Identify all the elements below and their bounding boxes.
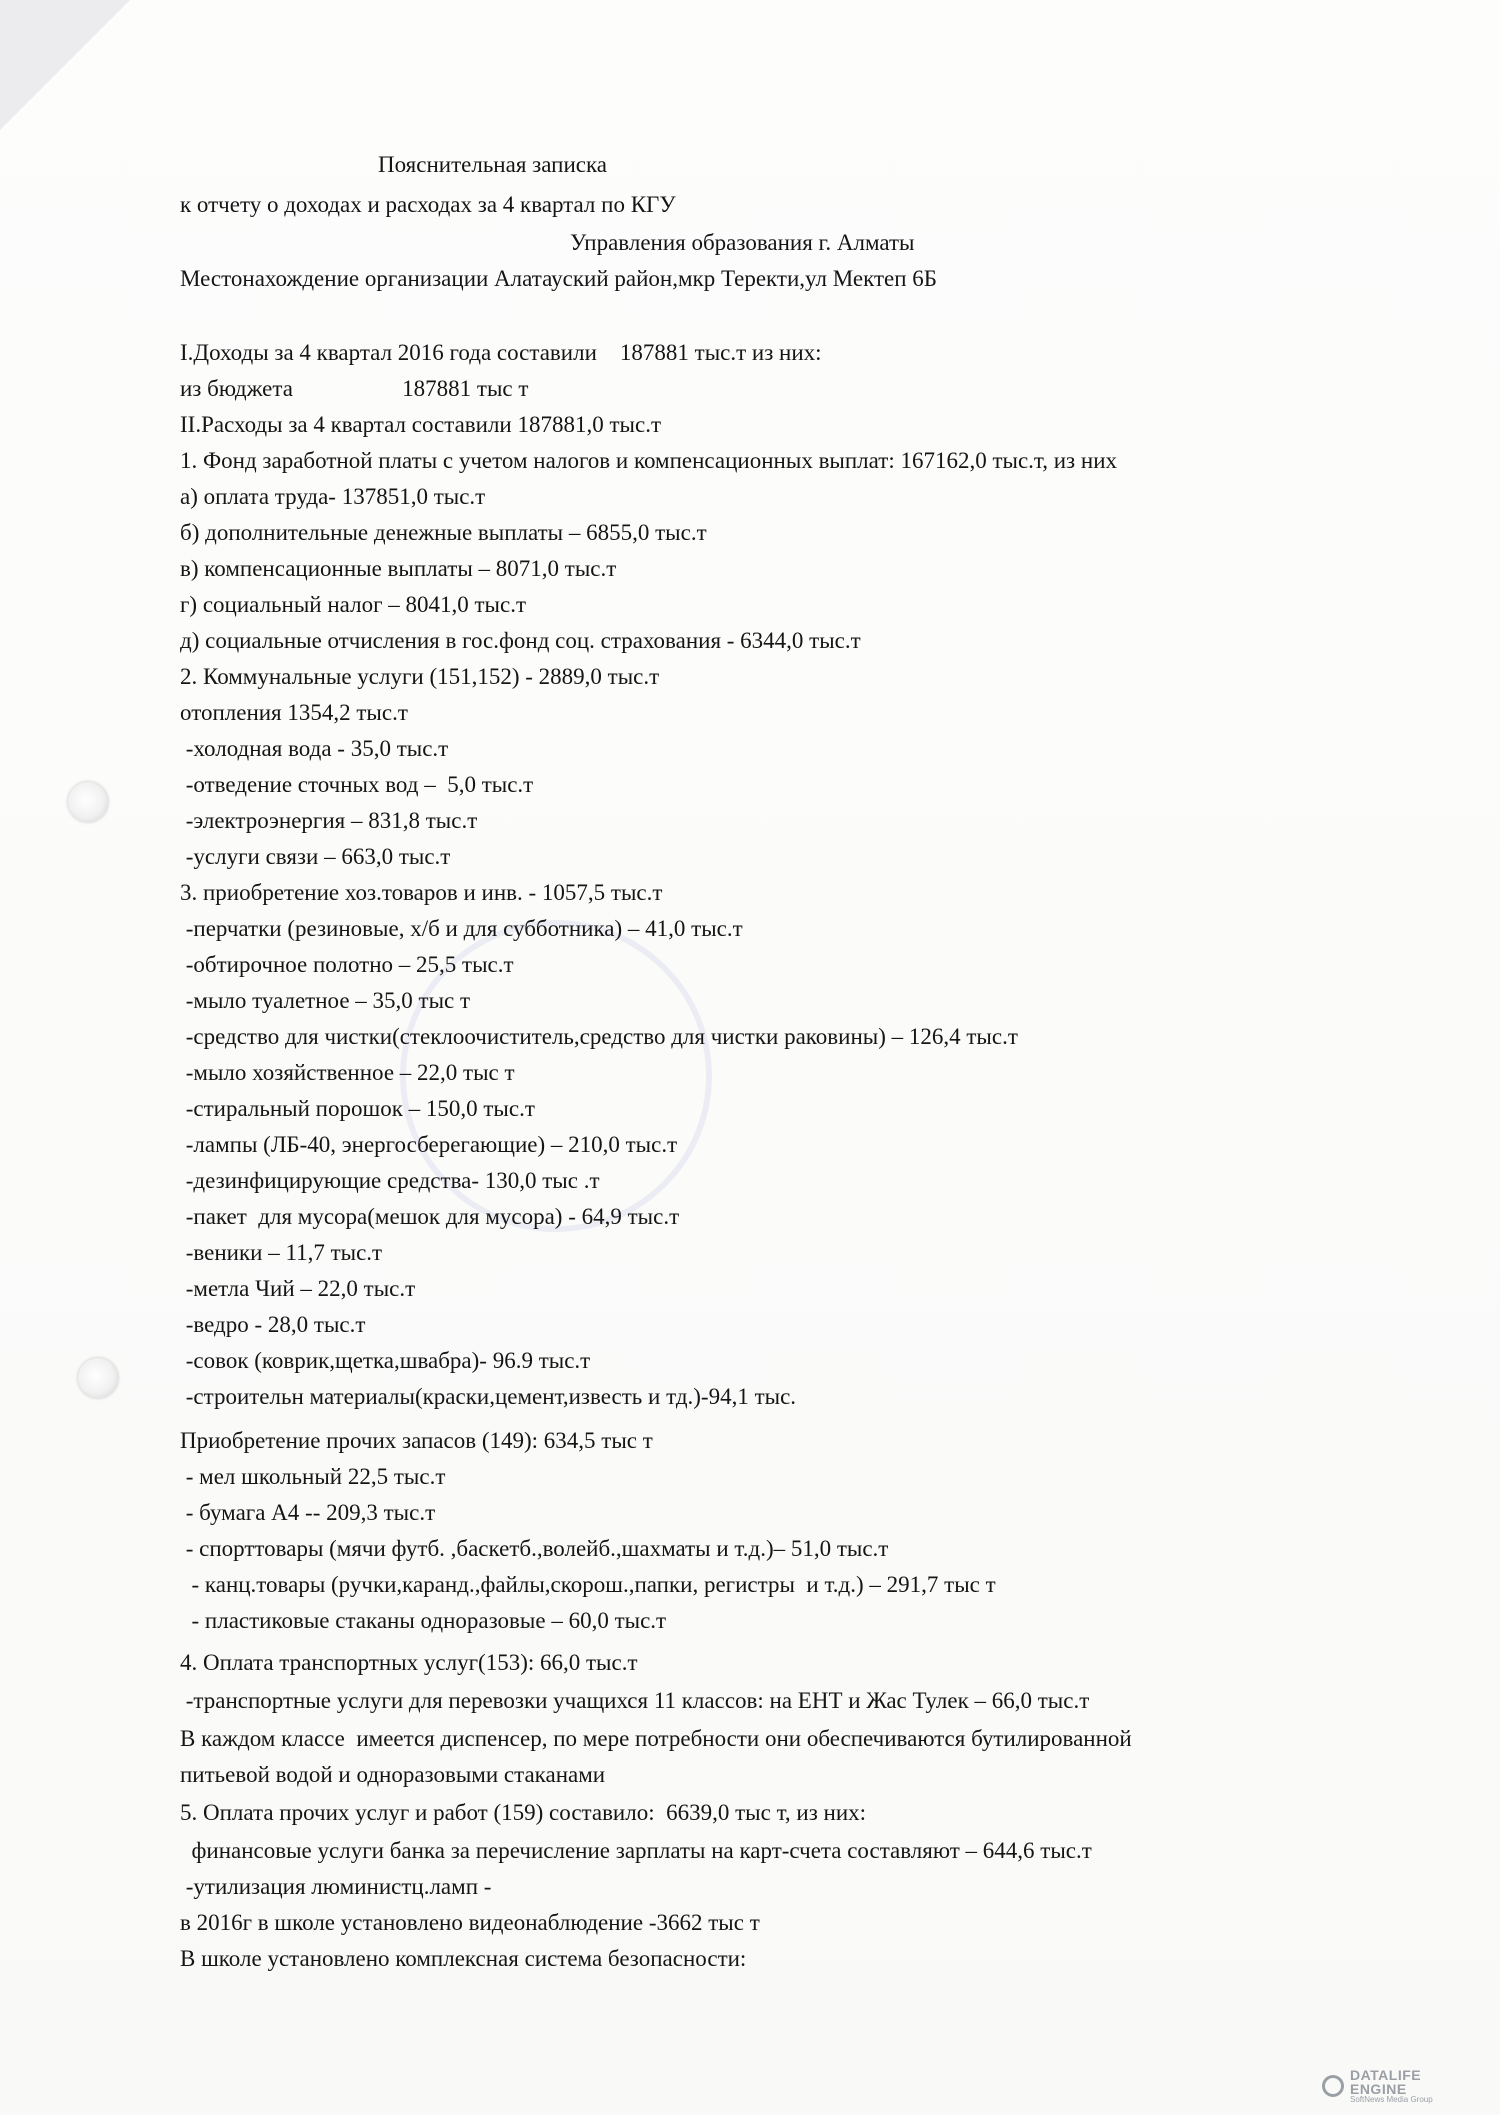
punch-hole-bottom [78, 1358, 118, 1398]
expenses-heading: II.Расходы за 4 квартал составили 187881,0 тыс.т [180, 412, 661, 437]
logo-title: DATALIFE ENGINE [1349, 2067, 1422, 2097]
utilities-heading: 2. Коммунальные услуги (151,152) - 2889,0 тыс.т [180, 664, 660, 689]
text-line: отопления 1354,2 тыс.т [180, 700, 408, 725]
datalife-engine-logo [1322, 2069, 1482, 2103]
text-line: -стиральный порошок – 150,0 тыс.т [180, 1096, 535, 1121]
text-line: а) оплата труда- 137851,0 тыс.т [180, 484, 486, 509]
text-line: -веники – 11,7 тыс.т [180, 1240, 383, 1265]
text-line: -услуги связи – 663,0 тыс.т [180, 844, 451, 869]
logo-circle-icon [1322, 2075, 1344, 2097]
text-line: -утилизация люминистц.ламп - [180, 1874, 492, 1899]
other-services-heading: 5. Оплата прочих услуг и работ (159) составило: 6639,0 тыс т, из них: [180, 1800, 867, 1825]
text-line: - мел школьный 22,5 тыс.т [180, 1464, 446, 1489]
text-line: -холодная вода - 35,0 тыс.т [180, 736, 449, 761]
text-line: -пакет для мусора(мешок для мусора) - 64,9 тыс.т [180, 1204, 680, 1229]
household-goods-heading: 3. приобретение хоз.товаров и инв. - 1057,5 тыс.т [180, 880, 663, 905]
income-budget: из бюджета 187881 тыс т [180, 376, 529, 401]
payroll-heading: 1. Фонд заработной платы с учетом налогов и компенсационных выплат: 167162,0 тыс.т, из них [180, 448, 1118, 473]
text-line: -отведение сточных вод – 5,0 тыс.т [180, 772, 534, 797]
text-line: - бумага А4 -- 209,3 тыс.т [180, 1500, 436, 1525]
text-line: б) дополнительные денежные выплаты – 6855,0 тыс.т [180, 520, 707, 545]
document-organization: Управления образования г. Алматы [570, 230, 915, 255]
income-heading: I.Доходы за 4 квартал 2016 года составили 187881 тыс.т из них: [180, 340, 822, 365]
text-line: -ведро - 28,0 тыс.т [180, 1312, 366, 1337]
text-line: - канц.товары (ручки,каранд.,файлы,скорош.,папки, регистры и т.д.) – 291,7 тыс т [180, 1572, 996, 1597]
other-supplies-heading: Приобретение прочих запасов (149): 634,5 тыс т [180, 1428, 653, 1453]
text-line: д) социальные отчисления в гос.фонд соц. страхования - 6344,0 тыс.т [180, 628, 861, 653]
text-line: финансовые услуги банка за перечисление зарплаты на карт-счета составляют – 644,6 тыс.т [180, 1838, 1092, 1863]
text-line: -мыло хозяйственное – 22,0 тыс т [180, 1060, 515, 1085]
text-line: -электроэнергия – 831,8 тыс.т [180, 808, 478, 833]
text-line: В каждом классе имеется диспенсер, по мере потребности они обеспечиваются бутилированной [180, 1726, 1132, 1751]
text-line: - пластиковые стаканы одноразовые – 60,0 тыс.т [180, 1608, 667, 1633]
text-line: в) компенсационные выплаты – 8071,0 тыс.т [180, 556, 617, 581]
text-line: В школе установлено комплексная система безопасности: [180, 1946, 747, 1971]
logo-subtitle: SoftNews Media Group [1349, 2095, 1433, 2104]
text-line: -лампы (ЛБ-40, энергосберегающие) – 210,0 тыс.т [180, 1132, 678, 1157]
text-line: в 2016г в школе установлено видеонаблюдение -3662 тыс т [180, 1910, 760, 1935]
text-line: -метла Чий – 22,0 тыс.т [180, 1276, 416, 1301]
text-line: -обтирочное полотно – 25,5 тыс.т [180, 952, 514, 977]
punch-hole-top [68, 782, 108, 822]
document-location: Местонахождение организации Алатауский район,мкр Теректи,ул Мектеп 6Б [180, 266, 937, 291]
text-line: -мыло туалетное – 35,0 тыс т [180, 988, 471, 1013]
document-title: Пояснительная записка [378, 152, 608, 177]
text-line: г) социальный налог – 8041,0 тыс.т [180, 592, 527, 617]
text-line: -строительн материалы(краски,цемент,известь и тд.)-94,1 тыс. [180, 1384, 797, 1409]
folded-corner [0, 0, 130, 130]
text-line: -дезинфицирующие средства- 130,0 тыс .т [180, 1168, 600, 1193]
document-subtitle: к отчету о доходах и расходах за 4 квартал по КГУ [180, 192, 676, 217]
text-line: -перчатки (резиновые, х/б и для субботника) – 41,0 тыс.т [180, 916, 743, 941]
text-line: -средство для чистки(стеклоочиститель,средство для чистки раковины) – 126,4 тыс.т [180, 1024, 1018, 1049]
text-line: -совок (коврик,щетка,швабра)- 96.9 тыс.т [180, 1348, 591, 1373]
text-line: -транспортные услуги для перевозки учащихся 11 классов: на ЕНТ и Жас Тулек – 66,0 тыс.т [180, 1688, 1090, 1713]
text-line: питьевой водой и одноразовыми стаканами [180, 1762, 606, 1787]
text-line: - спорттовары (мячи футб. ,баскетб.,волейб.,шахматы и т.д.)– 51,0 тыс.т [180, 1536, 889, 1561]
transport-heading: 4. Оплата транспортных услуг(153): 66,0 тыс.т [180, 1650, 638, 1675]
